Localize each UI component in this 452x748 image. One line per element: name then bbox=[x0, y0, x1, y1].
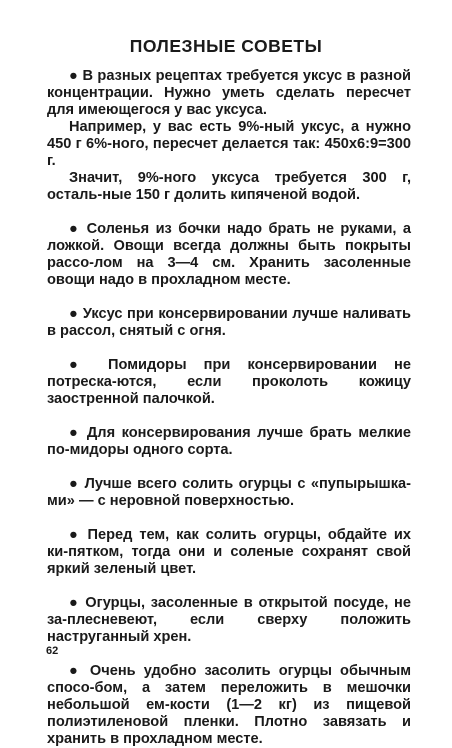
tip-vinegar-concentration: ● В разных рецептах требуется уксус в разной концентрации. Нужно уметь сделать пересчет для имеющегося у вас уксуса. bbox=[47, 68, 411, 118]
tip-vinegar-in-brine: ● Уксус при консервировании лучше наливать в рассол, снятый с огня. bbox=[47, 306, 411, 339]
tip-small-tomatoes: ● Для консервирования лучше брать мелкие по-мидоры одного сорта. bbox=[47, 425, 411, 458]
tip-plastic-bags: ● Очень удобно засолить огурцы обычным спосо-бом, а затем переложить в мешочки небольшой ем-кости (1—2 кг) из пищевой полиэтиленовой пленки. Плотно завязать и хранить в прохладном месте. bbox=[47, 663, 411, 747]
tip-scald-cucumbers: ● Перед тем, как солить огурцы, обдайте их ки-пятком, тогда они и соленые сохранят свой яркий зеленый цвет. bbox=[47, 527, 411, 577]
tip-bumpy-cucumbers: ● Лучше всего солить огурцы с «пупырышка-ми» — с неровной поверхностью. bbox=[47, 476, 411, 509]
page-number: 62 bbox=[46, 645, 59, 657]
tip-horseradish: ● Огурцы, засоленные в открытой посуде, не за-плесневеют, если сверху положить наструганный хрен. bbox=[47, 595, 411, 645]
tip-vinegar-example: Например, у вас есть 9%-ный уксус, а нужно 450 г 6%-ного, пересчет делается так: 450х6:9=300 г. bbox=[47, 119, 411, 169]
page-title: ПОЛЕЗНЫЕ СОВЕТЫ bbox=[129, 36, 323, 56]
tip-vinegar-result: Значит, 9%-ного уксуса требуется 300 г, осталь-ные 150 г долить кипяченой водой. bbox=[47, 170, 411, 203]
tip-pickles-from-barrel: ● Соленья из бочки надо брать не руками, а ложкой. Овощи всегда должны быть покрыты рассо-лом на 3—4 см. Хранить засоленные овощи надо в прохладном месте. bbox=[47, 221, 411, 288]
tips-body bbox=[47, 68, 411, 748]
tip-tomatoes-no-crack: ● Помидоры при консервировании не потреска-ются, если проколоть кожицу заостренной палочкой. bbox=[47, 357, 411, 407]
